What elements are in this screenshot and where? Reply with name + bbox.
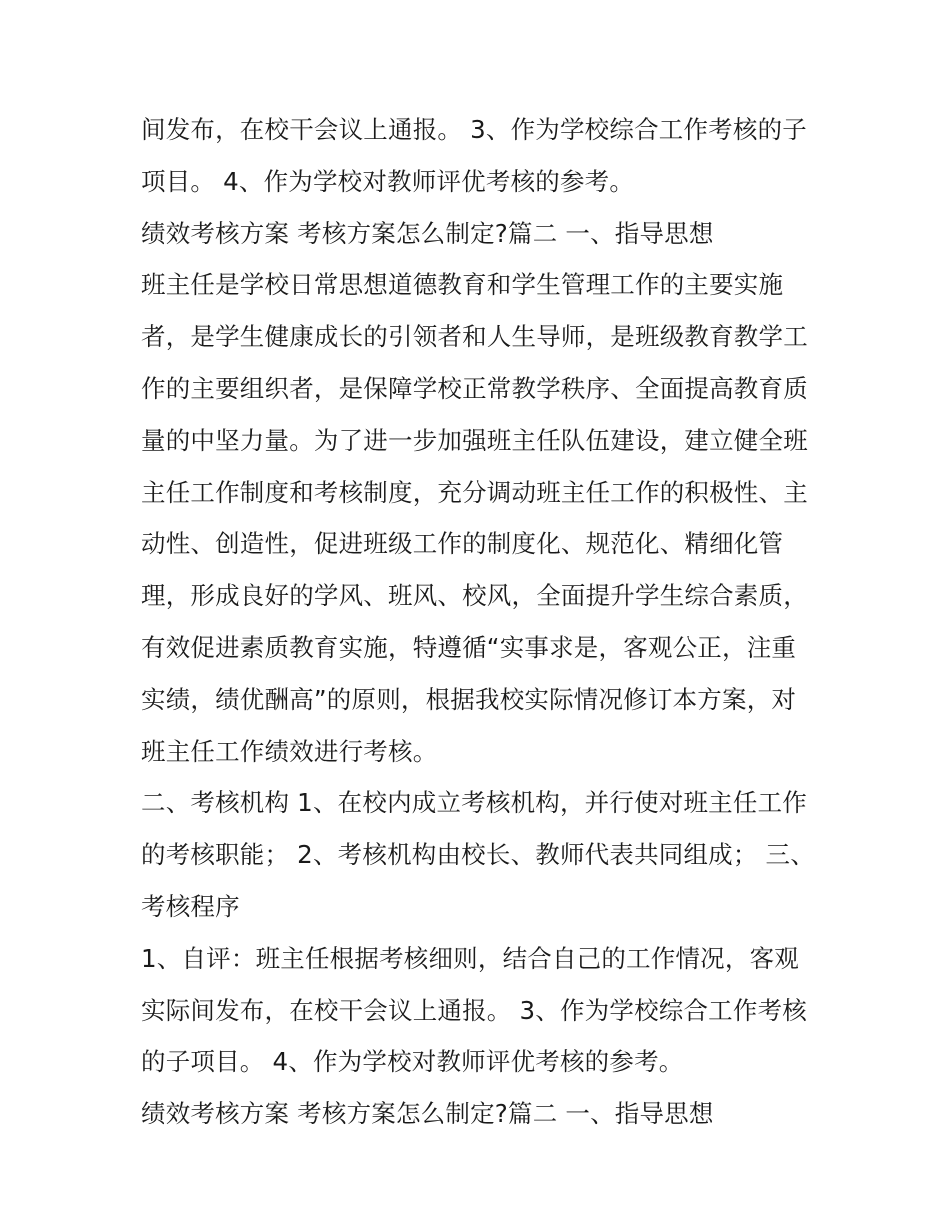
text-line: 班主任是学校日常思想道德教育和学生管理工作的主要实施 xyxy=(141,270,784,300)
text-line: 动性、创造性，促进班级工作的制度化、规范化、精细化管 xyxy=(141,529,784,559)
text-line: 二、考核机构 1、在校内成立考核机构，并行使对班主任工作 xyxy=(141,788,807,818)
text-line: 作的主要组织者，是保障学校正常教学秩序、全面提高教育质 xyxy=(141,373,808,403)
text-line: 1、自评：班主任根据考核细则，结合自己的工作情况，客观 xyxy=(141,943,799,973)
text-line: 者，是学生健康成长的引领者和人生导师，是班级教育教学工 xyxy=(141,322,808,352)
text-line: 有效促进素质教育实施，特遵循“实事求是，客观公正，注重 xyxy=(141,632,797,662)
text-line: 考核程序 xyxy=(141,891,240,921)
section-heading: 绩效考核方案 考核方案怎么制定?篇二 一、指导思想 xyxy=(141,1099,714,1129)
text-line: 的考核职能； 2、考核机构由校长、教师代表共同组成； 三、 xyxy=(141,840,815,870)
text-line: 间发布，在校干会议上通报。 3、作为学校综合工作考核的子 xyxy=(141,115,807,144)
text-line: 实绩，绩优酬高”的原则，根据我校实际情况修订本方案，对 xyxy=(141,684,797,714)
section-heading: 绩效考核方案 考核方案怎么制定?篇二 一、指导思想 xyxy=(141,218,714,248)
text-line: 实际间发布，在校干会议上通报。 3、作为学校综合工作考核 xyxy=(141,995,807,1025)
text-line: 项目。 4、作为学校对教师评优考核的参考。 xyxy=(141,166,635,196)
text-line: 的子项目。 4、作为学校对教师评优考核的参考。 xyxy=(141,1047,684,1077)
text-line: 班主任工作绩效进行考核。 xyxy=(141,736,438,766)
document-body xyxy=(141,104,821,1140)
text-line: 理，形成良好的学风、班风、校风，全面提升学生综合素质， xyxy=(141,581,808,611)
text-line: 量的中坚力量。为了进一步加强班主任队伍建设，建立健全班 xyxy=(141,425,808,455)
text-line: 主任工作制度和考核制度，充分调动班主任工作的积极性、主 xyxy=(141,477,808,507)
